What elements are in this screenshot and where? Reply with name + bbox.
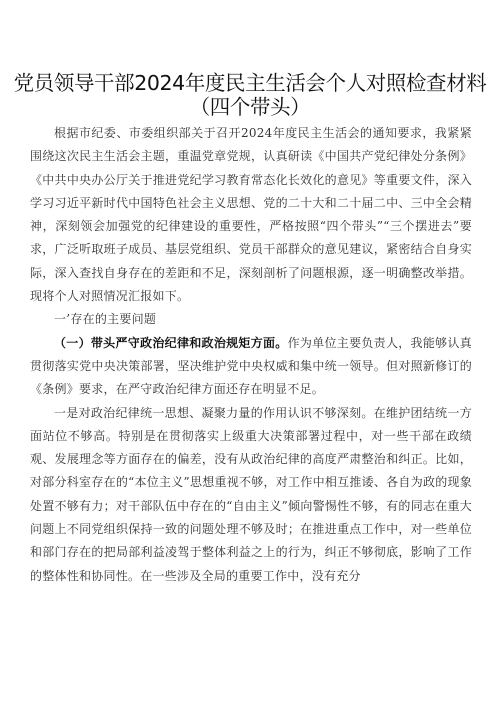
subsection-heading: （一）带头严守政治纪律和政治规矩方面。 (54, 335, 288, 350)
subsection-text: 作为单位主要负责人，我能够认真贯彻落实党中央决策部署，坚决维护党中央权威和集中统一领导。但对照新修订的《条例》要求，在严守政治纪律方面还存在明显不足。 (30, 335, 472, 397)
document-subtitle: （四个带头） (189, 95, 311, 119)
document-body (30, 122, 472, 588)
intro-paragraph: 根据市纪委、市委组织部关于召开2024年度民主生活会的通知要求，我紧紧围绕这次民主生活会主题，重温党章党规，认真研读《中国共产党纪律处分条例》《中共中央办公厅关于推进党纪学习教育常态化长效化的意见》等重要文件，深入学习习近平新时代中国特色社会主义思想、党的二十大和二十届二中、三中全会精神，深刻领会加强党的纪律建设的重要性，严格按照“四个带头”“三个摆进去”要求，广泛听取班子成员、基层党组织、党员干部群众的意见建议，紧密结合自身实际，深入查找自身存在的差距和不足，深刻剖析了问题根源，逐一明确整改举措。现将个人对照情况汇报如下。 (30, 126, 472, 304)
section-heading-problems: 一’存在的主要问题 (54, 312, 157, 327)
subsection-political-discipline (30, 332, 472, 402)
point-one-paragraph: 一是对政治纪律统一思想、凝聚力量的作用认识不够深刻。在维护团结统一方面站位不够高。特别是在贯彻落实上级重大决策部署过程中，对一些干部在政绩观、发展理念等方面存在的偏差，没有从政治纪律的高度严肃整治和纠正。比如，对部分科室存在的“本位主义”思想重视不够，对工作中相互推诿、各自为政的现象处置不够有力；对干部队伍中存在的“自由主义”倾向警惕性不够，有的同志在重大问题上不同党组织保持一致的问题处理不够及时；在推进重点工作中，对一些单位和部门存在的把局部利益凌驾于整体利益之上的行为，纠正不够彻底，影响了工作的整体性和协同性。在一些涉及全局的重要工作中，没有充分 (30, 405, 472, 583)
document-title: 党员领导干部2024年度民主生活会个人对照检查材料 (13, 71, 487, 95)
